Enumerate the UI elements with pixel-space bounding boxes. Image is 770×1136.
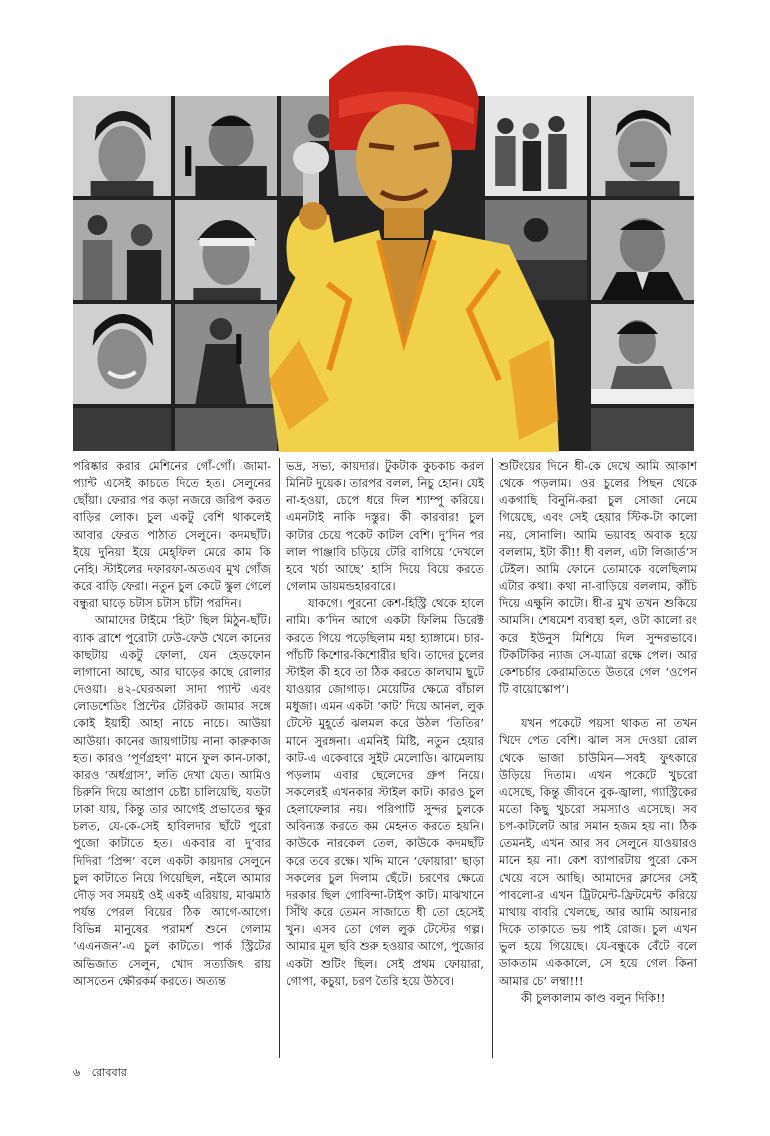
tile bbox=[591, 408, 694, 451]
paragraph: যাকগে। পুরনো কেশ-হিস্ট্রি থেকে হালে নামি। ক’দিন আগে একটা ফিলিম ডিরেক্ট করতে গিয়ে পড়েছিলাম মহা হ্যাঙ্গামে। চার-পাঁচটি কিশোর-কিশোরীর ছবি। তাদের চুলের স্টাইল কী হবে তা ঠিক করতে কালঘাম ছুটে যাওয়ার জোগাড়। মেয়েটির ক্ষেত্রে বাঁচাল মধুজা। এমন একটা ‘কাট’ দিয়ে আনল, লুক টেস্টে মুহূর্তে ঝলমল করে উঠল ‘তিতির’ মানে সুরঙ্গনা। এমনিই মিষ্টি, নতুন হেয়ার কাট-এ একেবারে সুইট মেলোডি। ঝামেলায় পড়লাম এবার ছেলেদের গ্রুপ নিয়ে। সকলেরই এখনকার স্টাইল কাট। কারও চুল হেলাফেলার নয়। পরিপাটি সুন্দর চুলকে অবিন্যস্ত করতে কম মেহনত করতে হয়নি। কাউকে নারকেল তেল, কাউকে কদমছাঁট করে তবে রক্ষে। খদ্দি মানে ‘ফোয়ারা’ ছাড়া সকলের চুল দিলাম ছেঁটে। চরণের ক্ষেত্রে দরকার ছিল গোবিন্দা-টাইপ কাট। মাঝখানে সিঁথি করে তেমন সাজাতে ধী তো হেসেই খুন। এসব তো গেল লুক টেস্টের গল্প। আমার মূল ছবি শুরু হওয়ার আগে, পুজোর একটা শুটিং ছিল। সেই প্রথম ফোয়ারা, গোপা, কচুয়া, চরণ তৈরি হয়ে উঠবে। bbox=[286, 596, 484, 988]
laughing-man-tile bbox=[175, 96, 277, 196]
closing-line: কী চুলকালাম কাণ্ড বলুন দিকি!! bbox=[521, 990, 666, 1005]
sparkle-jacket-tile bbox=[591, 304, 694, 404]
portrait-tile bbox=[73, 96, 171, 196]
article-column-1 bbox=[73, 458, 271, 990]
performer-tile bbox=[175, 304, 277, 404]
paragraph: ভদ্র, সভ্য, কায়দার। টুকটাক কুচকাচ করল মিনিট দুয়েক। তারপর বলল, নিচু হোন। যেই না-হওয়া, চেপে ধরে দিল শ্যাম্পু করিয়ে। এমনটাই নাকি দস্তুর। কী কারবার! চুল কাটার চেয়ে পকেট কাটল বেশি। দু’দিন পর লাল পাঞ্জাবি চড়িয়ে টেরি বাগিয়ে ‘দেখলে হবে খর্চা আছে’ হাসি দিয়ে বিয়ে করতে গেলাম ডায়মন্ডহারবারে। bbox=[286, 459, 484, 594]
paragraph: যখন পকেটে পয়সা থাকত না তখন খিদে পেত বেশি। ঝাল সস দেওয়া রোল থেকে ভাজা চাউমিন—সবই ফুৎকারে উড়িয়ে দিতাম। এখন পকেটে খুচরো এসেছে, কিন্তু জীবনে বুক-জ্বালা, গ্যাস্ট্রিকের মতো কিছু খুচরো সমস্যাও এসেছে। সব চপ-কাটলেট আর সমান হজম হয় না। ঠিক তেমনই, এখন আর সব সেলুনে যাওয়ারও মানে হয় না। কেশ ব্যাপারটায় পুরো কেস খেয়ে বসে আছি। আমাদের ক্লাসের সেই পাবলো-র এখন ট্রিটমেন্ট-ফ্রিটমেন্ট করিয়ে মাথায় বাবরি খেলছে, আর আমি আয়নার দিকে তাকাতে ভয় পাই রোজ। চুল এখন ভুল হয়ে গিয়েছে। যে-বন্ধুকে বেঁটে বলে ডাকতাম এককালে, সে হয়ে গেল কিনা আমার চে’ লম্বা!!! bbox=[499, 716, 697, 988]
column-divider bbox=[492, 458, 493, 1058]
smiling-tile bbox=[73, 304, 171, 404]
article-body bbox=[73, 458, 697, 1058]
magazine-name: রোববার bbox=[91, 1066, 127, 1079]
tile bbox=[175, 408, 277, 451]
article-column-2 bbox=[286, 458, 484, 990]
column-divider bbox=[279, 458, 280, 1058]
article-column-3 bbox=[499, 458, 697, 1007]
paragraph: শুটিংয়ের দিনে ধী-কে দেখে আমি আকাশ থেকে পড়লাম। ওর চুলের পিছন থেকে একগাছি বিনুনি-করা চুল সোজা নেমে গিয়েছে, এবং সেই হেয়ার স্টিক-টা কালো নয়, সোনালি। আমি ভয়াবহ অবাক হয়ে বললাম, ইটা কী!! ধী বলল, এটা লিজার্ড’স টেইল। আমি ফোনে তোমাকে বলেছিলাম এটার কথা। কথা না-বাড়িয়ে বললাম, কাঁচি দিয়ে এক্ষুনি কাটো। ধী-র মুখ তখন শুকিয়ে আমসি। শেষমেশ ব্যবস্থা হল, ওটা কালো রং করে ইউনুস মিশিয়ে দিল সুন্দরভাবে। টিকটিকির ন্যাজ সে-যাত্রা রক্ষে পেল। আর কেশচর্চার কেরামতিতে উতরে গেল ‘ওপেন টি বায়োস্কোপ’। bbox=[499, 459, 697, 697]
page-footer bbox=[73, 1064, 135, 1083]
page-number: ৬ bbox=[73, 1066, 81, 1079]
dark-tile bbox=[73, 408, 171, 451]
hero-singer-image bbox=[269, 40, 569, 452]
suited-man-tile bbox=[591, 200, 694, 300]
paragraph: পরিষ্কার করার মেশিনের গোঁ-গোঁ। জামা-প্যান্ট এসেই কাচতে দিতে হত। সেলুনের ছোঁয়া। ফেরার পর কড়া নজরে জরিপ করত বাড়ির লোক। চুল একটু বেশি থাকলেই আবার ফেরত পাঠাত সেলুনে। কদমছাঁট। ইয়ে দুনিয়া ইয়ে মেহ্‌ফিল মেরে কাম কি নেহি। স্টাইলের দফারফা-অতএব মুখ গোঁজ করে বাড়ি ফেরা। নতুন চুল কেটে স্কুল গেলে বন্ধুরা ঘাড়ে চটাস চটাস চাঁটা পরদিন। bbox=[73, 459, 271, 611]
moustache-tile bbox=[591, 96, 694, 196]
headband-tile bbox=[175, 200, 277, 300]
crowd-tile bbox=[73, 200, 171, 300]
paragraph: আমাদের টাইমে ‘হিট’ ছিল মিঠুন-ছাঁট। ব্যাক ব্রাশে পুরোটা ঢেউ-ফেউ খেলে কানের কাছটায় একটু ফোলা, যেন হেডফোন লাগানো আছে, আর ঘাড়ের কাছে রোলার দেওয়া। ৪২-ঘেরঅলা সাদা প্যান্ট এবং লোডশেডিং প্রিন্টের টেরিকট জামার সঙ্গে কোই ইয়াহী আহা নাচে নাচে। আউয়া আউয়া। কানের জায়গাটায় নানা কারুকাজ হত। কারও ‘পূর্ণগ্রহণ’ মানে ফুল কান-ঢাকা, কারও ‘অর্ধগ্রাস’, লতি দেখা যেত। আমিও চিরুনি দিয়ে আপ্রাণ চেষ্টা চালিয়েছি, যতটা ঢাকা যায়, কিন্তু তার আগেই প্রভাতের ক্ষুর চলত, যে-কে-সেই হাবিলদার ছাঁটে পুরো পুজো কাটাতে হত। একবার বা দু’বার দিদিরা ‘প্রিন্স’ বলে একটা কায়দার সেলুনে চুল কাটাতে নিয়ে গিয়েছিল, নইলে আমার দৌড় সব সময়ই ওই একই এরিয়ায়, মাঝমাঠ পর্যন্ত পেরল বিয়ের ঠিক আগে-আগে। বিভিন্ন মানুষের পরামর্শ শুনে গেলাম ‘এএনজন’-এ চুল কাটতে। পার্ক স্ট্রিটের অভিজাত সেলুন, খোদ সত্যজিৎ রায় আসতেন ক্ষৌরকর্ম করতে। অত্যন্ত bbox=[73, 613, 271, 988]
